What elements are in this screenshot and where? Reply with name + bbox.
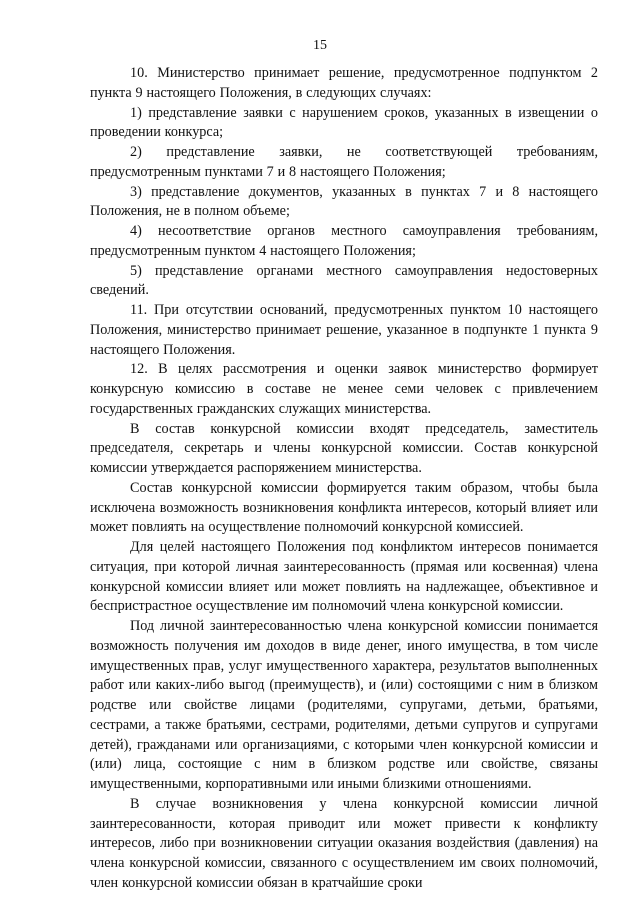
page-number: 15 [313,38,327,53]
paragraph-10-item-4: 4) несоответствие органов местного самоуправления требованиям, предусмотренным пунктом 4 настоящего Положения; [90,223,598,259]
paragraph-conflict-procedure: В случае возникновения у члена конкурсной комиссии личной заинтересованности, которая приводит или может привести к конфликту интересов, либо при возникновении ситуации оказания воздействия (давления) на члена конкурсной комиссии, связанного с осуществлением им своих полномочий, член конкурсной комиссии обязан в кратчайшие сроки [90,795,598,891]
paragraph-11: 11. При отсутствии оснований, предусмотренных пунктом 10 настоящего Положения, министерство принимает решение, указанное в подпункте 1 пункта 9 настоящего Положения. [90,302,598,358]
paragraph-10-item-5: 5) представление органами местного самоуправления недостоверных сведений. [90,262,598,299]
paragraph-conflict-of-interest: Для целей настоящего Положения под конфликтом интересов понимается ситуация, при которой личная заинтересованность (прямая или косвенная) члена конкурсной комиссии влияет или может повлиять на надлежащее, объективное и беспристрастное осуществление им полномочий члена конкурсной комиссии. [90,539,598,615]
paragraph-commission-members: В состав конкурсной комиссии входят председатель, заместитель председателя, секретарь и члены конкурсной комиссии. Состав конкурсной комиссии утверждается распоряжением министерства. [90,420,598,476]
paragraph-10: 10. Министерство принимает решение, предусмотренное подпунктом 2 пункта 9 настоящего Положения, в следующих случаях: [90,65,598,101]
document-body [90,64,598,894]
paragraph-personal-interest: Под личной заинтересованностью члена конкурсной комиссии понимается возможность получения им доходов в виде денег, иного имущества, в том числе имущественных прав, услуг имущественного характера, результатов выполненных работ или каких-либо выгод (преимуществ), и (или) состоящими с ним в близком родстве или свойстве лицами (родителями, супругами, детьми, братьями, сестрами, а также братьями, сестрами, родителями, детьми супругов и супругами детей), гражданами или организациями, с которыми член конкурсной комиссии и (или) лица, состоящие с ним в близком родстве или свойстве, связаны имущественными, корпоративными или иными близкими отношениями. [90,618,598,792]
paragraph-10-item-3: 3) представление документов, указанных в пунктах 7 и 8 настоящего Положения, не в полном объеме; [90,183,598,220]
paragraph-10-item-2: 2) представление заявки, не соответствующей требованиям, предусмотренным пунктами 7 и 8 настоящего Положения; [90,144,598,180]
paragraph-10-item-1: 1) представление заявки с нарушением сроков, указанных в извещении о проведении конкурса; [90,104,598,141]
paragraph-commission-formation: Состав конкурсной комиссии формируется таким образом, чтобы была исключена возможность возникновения конфликта интересов, который влияет или может повлиять на осуществление полномочий конкурсной комиссией. [90,479,598,536]
paragraph-12: 12. В целях рассмотрения и оценки заявок министерство формирует конкурсную комиссию в составе не менее семи человек с привлечением государственных гражданских служащих министерства. [90,361,598,417]
